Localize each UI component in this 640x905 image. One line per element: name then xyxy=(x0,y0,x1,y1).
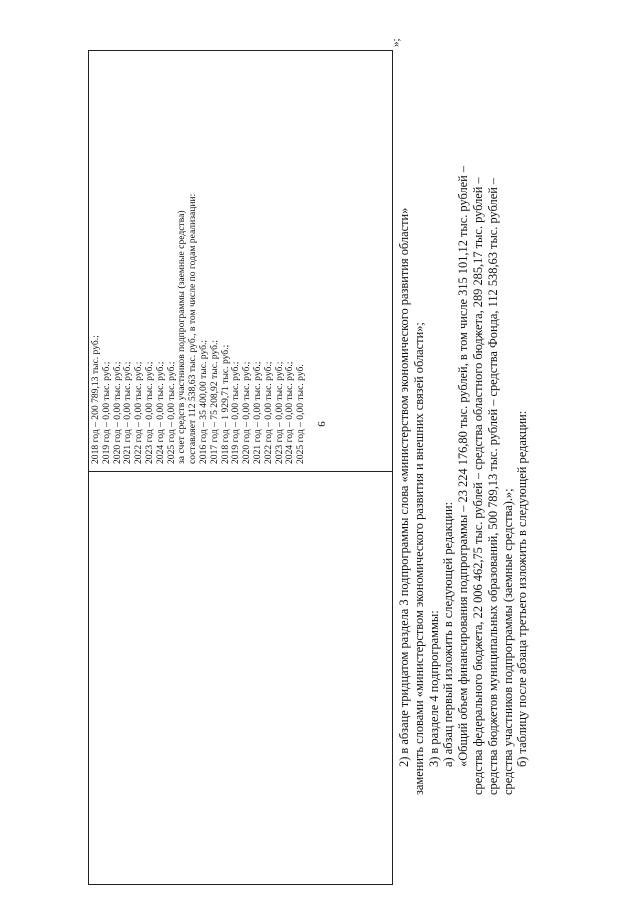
paragraph: 2) в абзаце тридцатом раздела 3 подпрограммы слова «министерством экономического развития области» xyxy=(397,207,411,767)
paragraph: 3) в разделе 4 подпрограммы: xyxy=(426,610,441,767)
paragraph: «Общий объем финансирования подпрограммы – 23 224 176,80 тыс. рублей, в том числе 315 101,12 тыс. рублей – xyxy=(456,165,471,767)
table-line: за счет средств участников подпрограммы (заемные средства) xyxy=(176,210,188,464)
paragraph: б) таблицу после абзаца третьего изложить в следующей редакции: xyxy=(515,410,530,767)
amendment-text xyxy=(397,50,530,795)
table-line: 2021 год – 0,00 тыс. руб.; xyxy=(251,361,263,464)
table-line: 2018 год – 1 929,71 тыс. руб.; xyxy=(219,344,231,464)
table-line: 2021 год – 0,00 тыс. руб.; xyxy=(122,361,134,464)
table-line: 2020 год – 0,00 тыс. руб.; xyxy=(241,361,253,464)
funding-table xyxy=(88,50,393,885)
paragraph: а) абзац первый изложить в следующей редакции: xyxy=(441,501,456,767)
table-line: 2022 год – 0,00 тыс. руб.; xyxy=(262,361,274,464)
table-line: 2025 год – 0,00 тыс. руб. xyxy=(295,364,307,464)
table-line: 2025 год – 0,00 тыс. руб.; xyxy=(165,361,177,464)
table-line: 2019 год – 0,00 тыс. руб.; xyxy=(230,361,242,464)
paragraph: заменить словами «министерством экономического развития и внешних связей области»; xyxy=(411,322,426,795)
table-column-divider xyxy=(89,471,392,472)
table-line: 2023 год – 0,00 тыс. руб.; xyxy=(273,361,285,464)
table-line: 2018 год – 200 789,13 тыс. руб.; xyxy=(90,335,101,464)
table-line: 2017 год – 75 208,92 тыс. руб.; xyxy=(208,339,220,464)
table-line: 2020 год – 0,00 тыс. руб.; xyxy=(111,361,123,464)
table-line: 2024 год – 0,00 тыс. руб.; xyxy=(154,361,166,464)
table-line: 2022 год – 0,00 тыс. руб.; xyxy=(133,361,145,464)
table-line: составляет 112 538,63 тыс. руб., в том числе по годам реализации: xyxy=(187,193,199,464)
closing-quote-mark: »; xyxy=(390,38,402,47)
table-right-column xyxy=(91,54,307,464)
table-line: 2019 год – 0,00 тыс. руб.; xyxy=(100,361,112,464)
table-line: 2024 год – 0,00 тыс. руб.; xyxy=(284,361,296,464)
table-line: 2023 год – 0,00 тыс. руб.; xyxy=(143,361,155,464)
paragraph: средства бюджетов муниципальных образований, 500 789,13 тыс. рублей – средства Фонда, 112 538,63 тыс. рублей – xyxy=(485,177,500,795)
page-number: 9 xyxy=(314,421,327,427)
paragraph: средства федерального бюджета, 22 006 462,75 тыс. рублей – средства областного бюджета, 289 285,17 тыс. рублей – xyxy=(470,177,485,795)
table-line: 2016 год – 35 400,00 тыс. руб.; xyxy=(197,339,209,464)
paragraph: средства участников подпрограммы (заемные средства).»; xyxy=(500,488,515,795)
